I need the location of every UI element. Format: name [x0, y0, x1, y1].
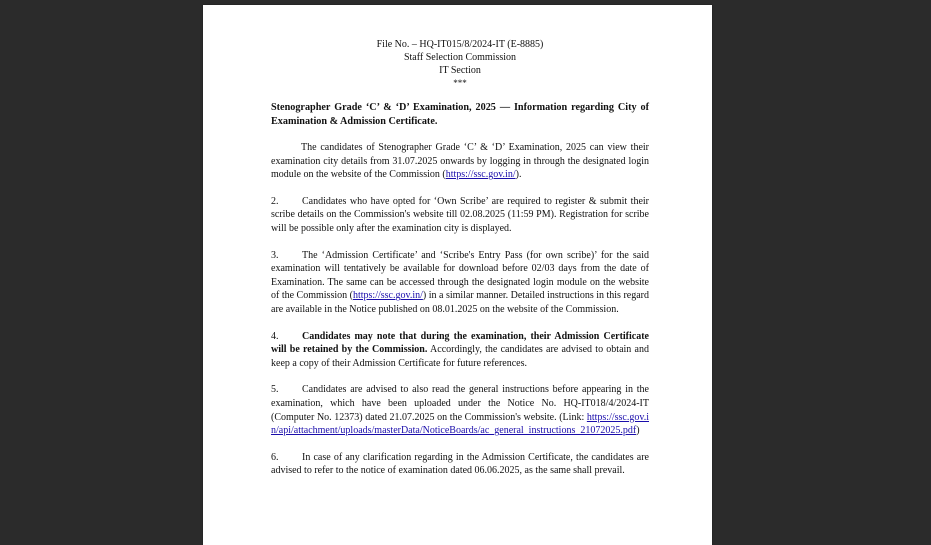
- paragraph-6: [271, 451, 649, 478]
- paragraph-number: 5.: [271, 384, 279, 396]
- paragraph-3: [271, 249, 649, 317]
- paragraph-number: 2.: [271, 195, 279, 207]
- paragraph-4: [271, 330, 649, 371]
- organization-name: Staff Selection Commission: [403, 52, 517, 63]
- section-name: IT Section: [439, 65, 481, 76]
- general-instructions-link[interactable]: https://ssc.gov.in/api/attachment/uploads/masterData/NoticeBoards/ac_general_instructions_21072025.pdf: [271, 411, 649, 437]
- paragraph-2-text: Candidates who have opted for ‘Own Scribe’ are required to register & submit their scribe details on the Commission's website till 02.08.2025 (11:59 PM). Registration for scribe will be possible only after the examination city is displayed.: [271, 195, 649, 234]
- paragraph-number: 3.: [271, 249, 279, 261]
- paragraph-4-text: Accordingly, the candidates are advised to obtain and keep a copy of their Admission Certificate for future references.: [271, 344, 649, 369]
- paragraph-6-text: In case of any clarification regarding in the Admission Certificate, the candidates are advised to refer to the notice of examination dated 06.06.2025, as the same shall prevail.: [271, 451, 649, 477]
- paragraph-5-tail: ): [636, 425, 640, 437]
- notice-title: Stenographer Grade ‘C’ & ‘D’ Examination, 2025 — Information regarding City of Examination & Admission Certificate.: [271, 102, 649, 127]
- paragraph-5-text: Candidates are advised to also read the general instructions before appearing in the examination, which have been uploaded under the Notice No. HQ-IT018/4/2024-IT (Computer No. 12373) dated 21.07.2025 on the Commission's website. (Link:: [271, 384, 649, 423]
- notice-header: [271, 38, 649, 89]
- document-page: [203, 5, 712, 545]
- paragraph-1-tail: ).: [515, 169, 522, 181]
- ssc-website-link[interactable]: https://ssc.gov.in/: [352, 290, 423, 302]
- file-number: File No. – HQ-IT015/8/2024-IT (E-8885): [376, 39, 544, 50]
- paragraph-1: [271, 141, 649, 182]
- paragraph-number: 6.: [271, 451, 279, 463]
- paragraph-number: 4.: [271, 330, 279, 342]
- paragraph-2: [271, 195, 649, 236]
- paragraph-3-text: The ‘Admission Certificate’ and ‘Scribe's Entry Pass (for own scribe)’ for the said examination will tentatively be available for download before 02/03 days from the date of Examination. The same can be accessed through the designated login module on the website of the Commission (: [271, 249, 649, 302]
- paragraph-1-text: The candidates of Stenographer Grade ‘C’ & ‘D’ Examination, 2025 can view their examination city details from 31.07.2025 onwards by logging in through the designated login module on the website of the Commission (: [271, 142, 649, 181]
- paragraph-5: [271, 383, 649, 437]
- ssc-website-link[interactable]: https://ssc.gov.in/: [445, 169, 516, 181]
- paragraph-3-tail: ) in a similar manner. Detailed instructions in this regard are available in the Notice published on 08.01.2025 on the website of the Commission.: [271, 290, 649, 315]
- separator-stars: ***: [453, 78, 467, 88]
- paragraph-4-bold: Candidates may note that during the examination, their Admission Certificate will be retained by the Commission.: [271, 330, 649, 356]
